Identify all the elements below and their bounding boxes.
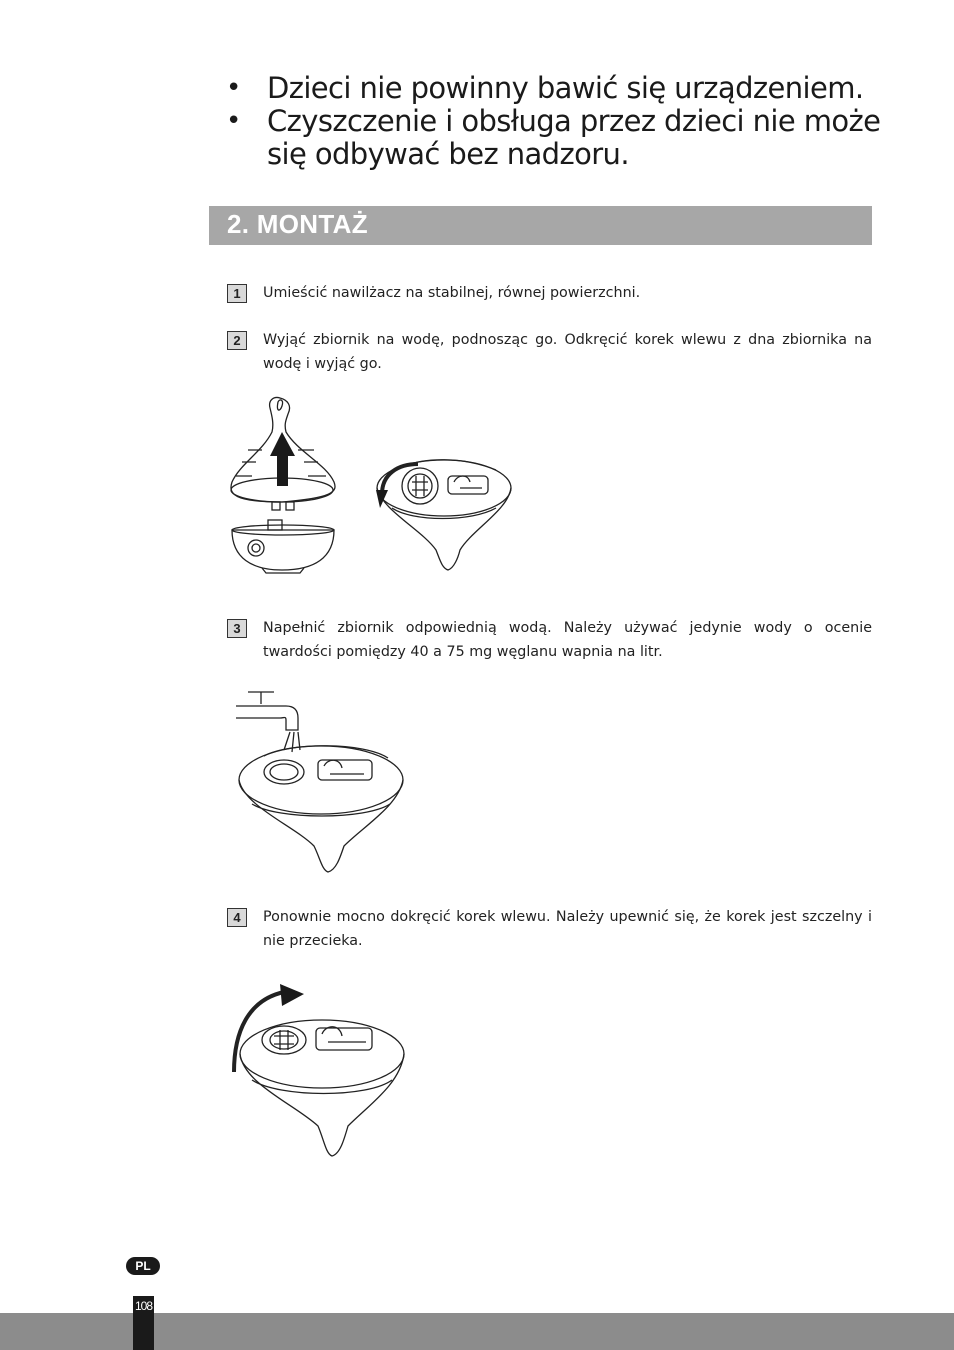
tighten-cap-illustration (228, 980, 410, 1164)
step-text: Umieścić nawilżacz na stabilnej, równej powierzchni. (263, 285, 641, 301)
step-number: 3 (227, 619, 247, 638)
warning-item (222, 72, 882, 105)
section-title: 2. MONTAŻ (227, 209, 368, 239)
bullet-icon: • (226, 73, 241, 103)
step-2 (227, 331, 872, 376)
page-number: 108 (133, 1296, 154, 1350)
section-heading-bar (209, 206, 872, 245)
step-3 (227, 619, 872, 664)
remove-tank-illustration (222, 390, 522, 585)
step-text: Ponownie mocno dokręcić korek wlewu. Należy upewnić się, że korek jest szczelny i nie przecieka. (263, 909, 872, 949)
warning-text: Dzieci nie powinny bawić się urządzeniem. (267, 71, 864, 105)
step-text: Wyjąć zbiornik na wodę, podnosząc go. Odkręcić korek wlewu z dna zbiornika na wodę i wyjąć go. (263, 332, 872, 372)
step-4 (227, 908, 872, 953)
language-badge: PL (126, 1257, 160, 1275)
step-number: 2 (227, 331, 247, 350)
warning-list (222, 72, 882, 171)
step-text: Napełnić zbiornik odpowiednią wodą. Należy używać jedynie wody o ocenie twardości pomiędzy 40 a 75 mg węglanu wapnia na litr. (263, 620, 872, 660)
step-1 (227, 284, 872, 305)
step-number: 1 (227, 284, 247, 303)
step-number: 4 (227, 908, 247, 927)
bullet-icon: • (226, 106, 241, 136)
warning-text: Czyszczenie i obsługa przez dzieci nie może się odbywać bez nadzoru. (267, 104, 881, 171)
fill-tank-illustration (230, 686, 410, 878)
warning-item (222, 105, 882, 171)
